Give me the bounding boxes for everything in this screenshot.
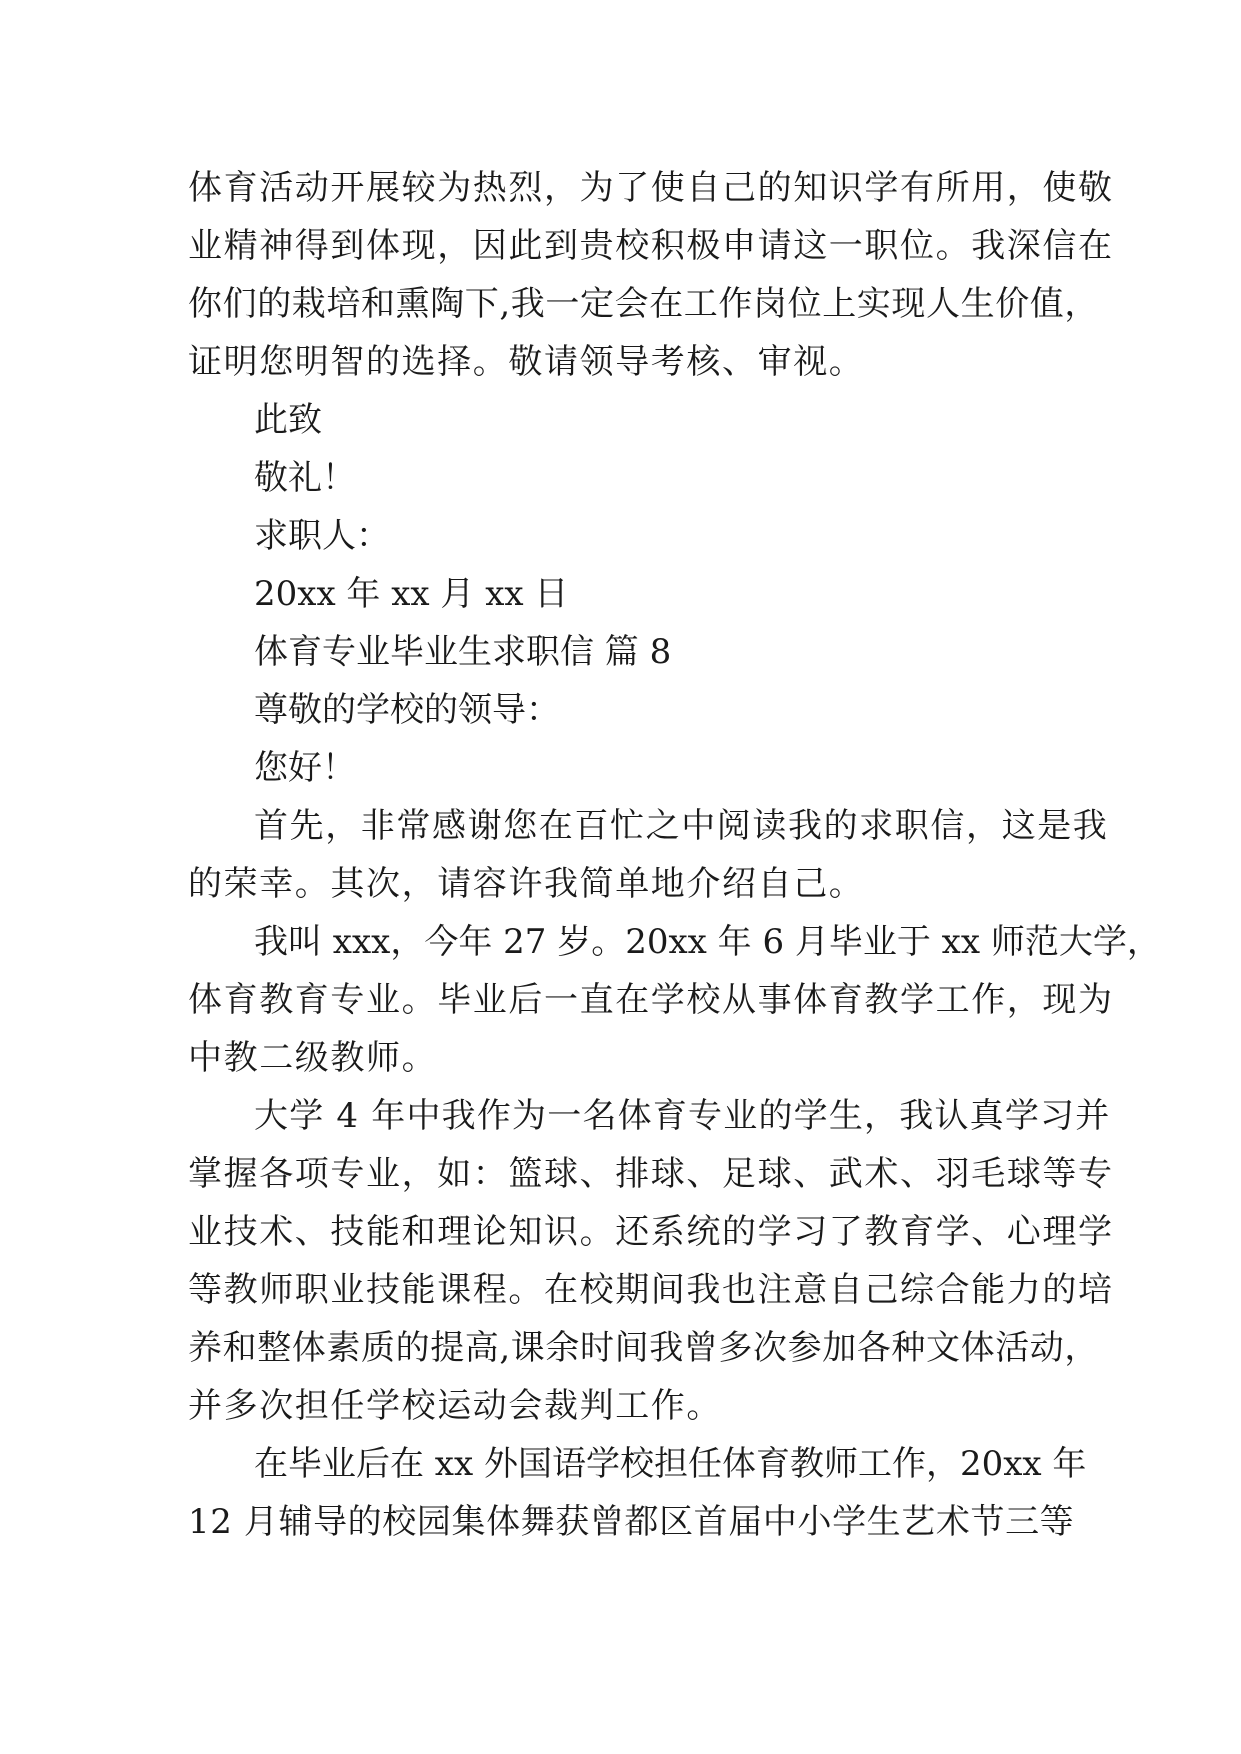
text-line: 养和整体素质的提高,课余时间我曾多次参加各种文体活动， — [188, 1328, 1100, 1368]
text-line: 的荣幸。其次，请容许我简单地介绍自己。 — [188, 864, 865, 904]
text-line: 证明您明智的选择。敬请领导考核、审视。 — [188, 342, 865, 382]
text-line: 业技术、技能和理论知识。还系统的学习了教育学、心理学 — [188, 1212, 1114, 1252]
text-line: 尊敬的学校的领导： — [254, 690, 560, 730]
text-line: 大学 4 年中我作为一名体育专业的学生，我认真学习并 — [254, 1096, 1111, 1136]
text-line: 此致 — [254, 400, 322, 440]
text-line: 在毕业后在 xx 外国语学校担任体育教师工作，20xx 年 — [254, 1444, 1087, 1484]
text-line: 我叫 xxx，今年 27 岁。20xx 年 6 月毕业于 xx 师范大学， — [254, 922, 1161, 962]
text-line: 20xx 年 xx 月 xx 日 — [254, 574, 569, 614]
text-line: 中教二级教师。 — [188, 1038, 438, 1078]
text-line: 等教师职业技能课程。在校期间我也注意自己综合能力的培 — [188, 1270, 1114, 1310]
text-line: 体育活动开展较为热烈，为了使自己的知识学有所用，使敬 — [188, 168, 1114, 208]
text-line: 敬礼！ — [254, 458, 356, 498]
text-line: 求职人： — [254, 516, 390, 556]
text-line: 首先，非常感谢您在百忙之中阅读我的求职信，这是我 — [254, 806, 1109, 846]
text-line: 掌握各项专业，如：篮球、排球、足球、武术、羽毛球等专 — [188, 1154, 1114, 1194]
text-line: 你们的栽培和熏陶下,我一定会在工作岗位上实现人生价值， — [188, 284, 1100, 324]
section-heading: 体育专业毕业生求职信 篇 8 — [254, 632, 672, 672]
text-line: 体育教育专业。毕业后一直在学校从事体育教学工作，现为 — [188, 980, 1114, 1020]
text-line: 并多次担任学校运动会裁判工作。 — [188, 1386, 722, 1426]
text-line: 12 月辅导的校园集体舞获曾都区首届中小学生艺术节三等 — [188, 1502, 1075, 1542]
text-line: 您好！ — [254, 748, 356, 788]
text-line: 业精神得到体现，因此到贵校积极申请这一职位。我深信在 — [188, 226, 1114, 266]
